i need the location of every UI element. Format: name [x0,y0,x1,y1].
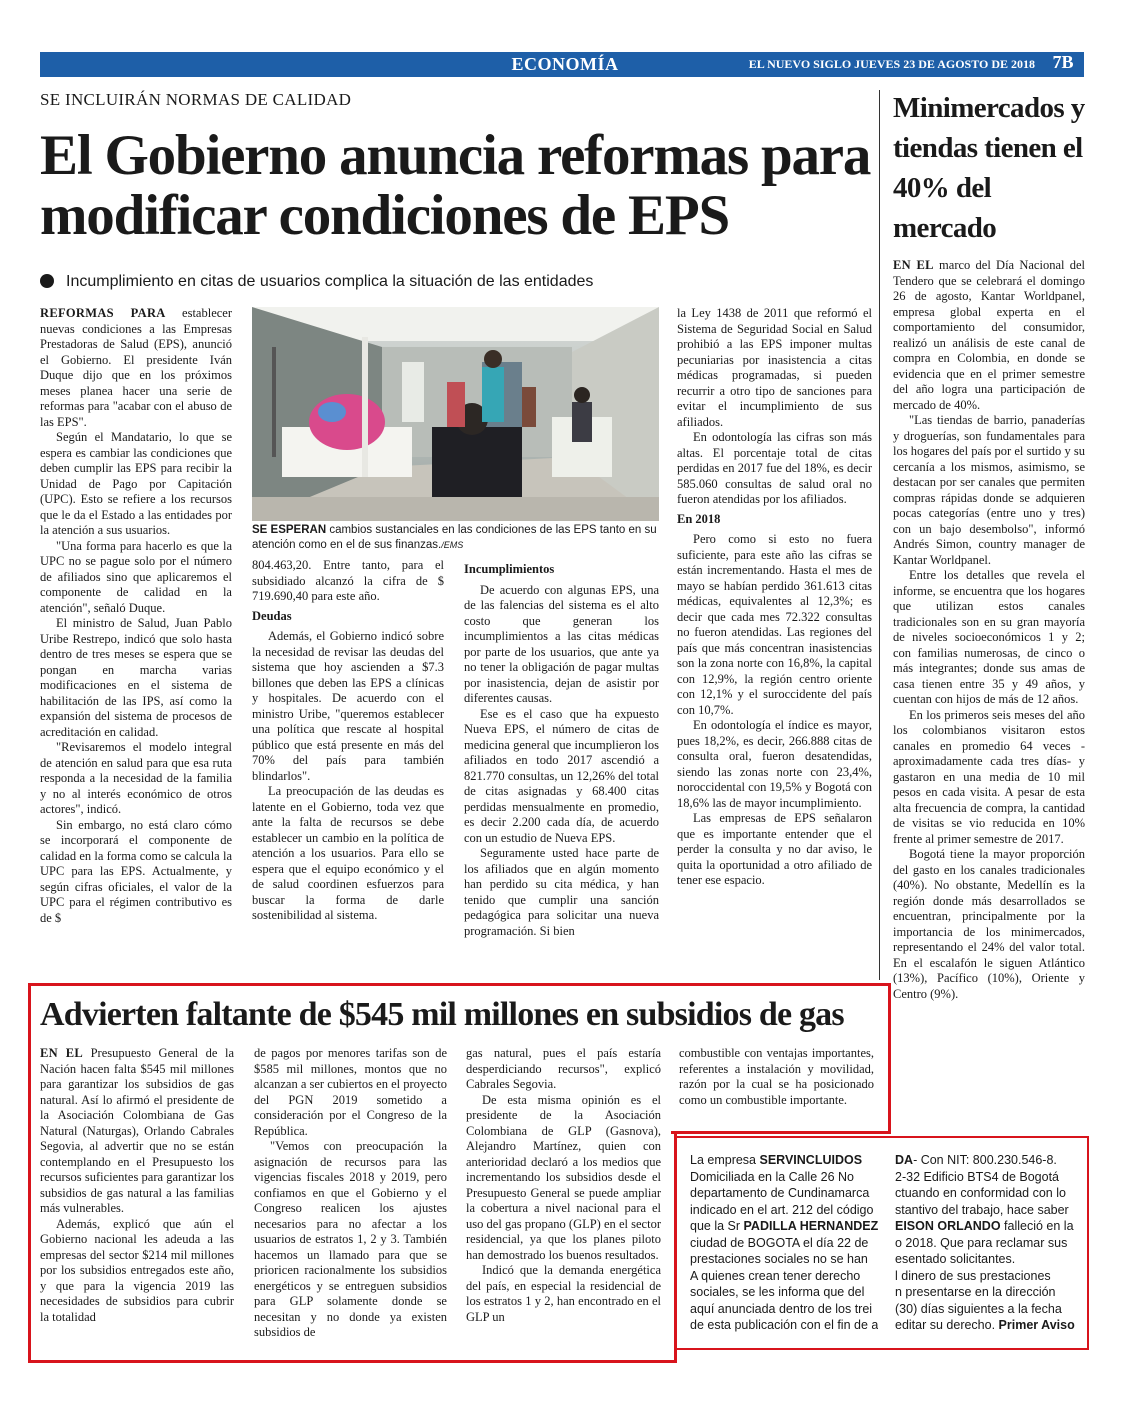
hospital-photo [252,307,659,521]
paragraph: Seguramente usted hace parte de los afiliados que en algún momento han perdido su cita médica, y han tenido que cumplir una sanción pedagógica para solicitar una nueva programación. Si bien [464,846,659,938]
section-subheading: Incumplimientos [464,562,555,576]
hospital-ward-image [252,307,659,521]
article-column-4 [677,306,872,972]
notice-line: prestaciones sociales no se han [690,1252,868,1266]
paragraph: "Revisaremos el modelo integral de atención en salud para que esa ruta responda a la necesidad de la familia y no al interés económico de otros actores", indicó. [40,740,232,816]
paragraph: Ese es el caso que ha expuesto Nueva EPS, el número de citas de medicina general que incumplieron los afiliados en todo 2017 ascendió a 821.770 consultas, un 12,26% del total de citas asignadas y 68.400 citas perdidas mensualmente en promedio, es decir 2.200 cada día, de acuerdo con un estudio de Nueva EPS. [464,706,659,845]
lead-in: REFORMAS PARA [40,306,166,320]
notice-line: sociales, se les informa que del [690,1285,865,1299]
photo-caption [252,523,659,553]
paragraph: En odontología las cifras son más altas. El porcentaje total de citas perdidas en 2017 fue del 18%, es decir 585.060 consultas de salud oral no fueron atendidas por los afiliados. [677,430,872,506]
paragraph: la Ley 1438 de 2011 que reformó el Sistema de Seguridad Social en Salud prohibió a las EPS imponer multas pecuniarias por inasistencia a citas médicas programadas, si pueden recurrir a otro tipo de sanciones para evitar el incumplimiento de sus afiliados. [677,306,872,429]
paragraph: EN EL marco del Día Nacional del Tendero que se celebrará el domingo 26 de agosto, Kantar Worldpanel, empresa global experta en el comportamiento del consumidor, realizó un análisis de este canal de compra en Colombia, en donde se evidencia que en el primer semestre del año logra una participación de mercado de 40%. [893,258,1085,412]
notice-line: de esta publicación con el fin de a [690,1318,878,1332]
notice-line: que la Sr PADILLA HERNANDEZ [690,1219,878,1233]
subheadline-text: Incumplimiento en citas de usuarios complica la situación de las entidades [66,273,594,290]
notice-line: esentado solicitantes. [895,1252,1016,1266]
paragraph: Sin embargo, no está claro cómo se incorporará el componente de calidad en la forma como se calcula la UPC para las EPS. Actualmente, y según cifras oficiales, el valor de la UPC para el régimen contributivo es de $ [40,817,232,925]
notice-line: indicado en el art. 212 del código [690,1202,874,1217]
article-column-3 [464,558,659,972]
paragraph: Según el Mandatario, lo que se espera es cambiar las condiciones que deben cumplir las EPS para recibir la Unidad de Pago por Capitación (UPC). Esto se refiere a los recursos que le da el Estado a las entidades por la atención a sus usuarios. [40,430,232,537]
paragraph: Bogotá tiene la mayor proporción del gasto en los canales tradicionales (40%). No obstante, Medellín es la región donde más desarrollados se encuentran, principalmente por la importancia de los minimercados, representando el 24% del valor total. En el escalafón le siguen Atlántico (13%), Pacífico (10%), Oriente y Centro (9%). [893,847,1085,1001]
column-divider [879,90,880,980]
notice-line: Domiciliada en la Calle 26 No [690,1169,854,1184]
paragraph: De acuerdo con algunas EPS, una de las falencias del sistema es el alto costo que generan los incumplimientos a las citas médicas por parte de los usuarios, que ante ya no tener la obligación de pagar multas por inasistencia, dejan de asistir por diferentes causas. [464,582,659,705]
gas-article-column-2 [254,1046,447,1358]
legal-notice-left-column [690,1152,878,1342]
gas-story-headline: Advierten faltante de $545 mil millones en subsidios de gas [40,996,844,1033]
caption-lead: SE ESPERAN [252,524,327,536]
notice-line: l dinero de sus prestaciones [895,1268,1051,1283]
paragraph: EN EL Presupuesto General de la Nación hacen falta $545 mil millones para garantizar los subsidios de gas natural. Así lo afirmó el presidente de la Asociación Colombiana de Gas Natural (Naturgas), Orlando Cabrales Segovia, al advertir que no se están contemplando en el Presupuesto los recursos suficientes para garantizar los subsidios de gas natural a las familias más vulnerables. [40,1046,234,1215]
paragraph: Las empresas de EPS señalaron que es importante entender que el perder la consulta y no dar aviso, le quita la oportunidad a otro afiliado de tener ese espacio. [677,811,872,887]
page-number: 7B [1052,52,1074,72]
notice-line: o 2018. Que para reclamar sus [895,1235,1068,1250]
main-headline: El Gobierno anuncia reformas para modificar condiciones de EPS [40,124,871,247]
highlight-box-step [671,1131,888,1134]
notice-line: DA- Con NIT: 800.230.546-8. [895,1153,1057,1167]
lead-in: EN EL [40,1046,84,1060]
notice-line: ciudad de BOGOTA el día 22 de [690,1235,869,1250]
paragraph: "Una forma para hacerlo es que la UPC no se pague solo por el número de afiliados sino que aplicaremos el componente de calidad en la atención", señaló Duque. [40,538,232,615]
paragraph: REFORMAS PARA establecer nuevas condiciones a las Empresas Prestadoras de Salud (EPS), anunció el Gobierno. El presidente Iván Duque dijo que en los próximos meses planea hacer una serie de reformas para "acabar con el abuso de las EPS". [40,306,232,429]
paragraph: El ministro de Salud, Juan Pablo Uribe Restrepo, indicó que solo hasta dentro de tres meses se espera que se pongan en marcha varias modificaciones en el sistema de habilitación de las IPS, así como la expansión del sistema de procesos de acreditación en calidad. [40,616,232,739]
newspaper-date-line: EL NUEVO SIGLO JUEVES 23 DE AGOSTO DE 2018 [748,57,1035,71]
paragraph: gas natural, pues el país estaría desperdiciando recursos", explicó Cabrales Segovia. [466,1046,661,1091]
notice-line: La empresa SERVINCLUIDOS [690,1153,863,1167]
notice-line: (30) días siguientes a la fecha [895,1301,1062,1316]
paragraph: 804.463,20. Entre tanto, para el subsidiado alcanzó la cifra de $ 719.690,40 para este año. [252,558,444,603]
notice-line: A quienes crean tener derecho [690,1268,861,1283]
paragraph: Entre los detalles que revela el informe, se encuentra que los hogares que utilizan estos canales tradicionales son en su gran mayoría de niveles socioeconómicos 1 y 2; con familias numerosas, de cinco o más integrantes; donde sus amas de casa tienen entre 35 y 49 años, y cuentan con hijos de más de 12 años. [893,568,1085,706]
gas-article-column-3 [466,1046,661,1358]
section-subheading: Deudas [252,608,292,623]
article-column-2 [252,558,444,972]
notice-line: 2-32 Edificio BTS4 de Bogotá [895,1169,1059,1184]
notice-line: editar su derecho. Primer Aviso [895,1318,1075,1332]
section-subheading: En 2018 [677,511,721,526]
paragraph: Además, el Gobierno indicó sobre la necesidad de revisar las deudas del sistema que hoy ascienden a $7.3 billones que deben las EPS a clínicas y hospitales. De acuerdo con el ministro Uribe, "queremos establecer una política que rescate al hospital público que está presente en más del 70% del país para también blindarlos". [252,629,444,783]
gas-article-column-1 [40,1046,234,1358]
subheadline [40,272,870,292]
article-column-1 [40,306,232,974]
paragraph: En los primeros seis meses del año los colombianos visitaron estos canales en promedio 64 veces -aproximadamente cada tres días- y gastaron en una media de 10 mil pesos en cada visita. A pesar de esta alta frecuencia de compra, la cantidad de visitas se vio reducida en 10% frente al primer semestre de 2017. [893,707,1085,846]
paragraph: La preocupación de las deudas es latente en el Gobierno, toda vez que ante la falta de recursos se debe establecer un cambio en la política de atención a los usuarios. Para ello se espera que el equipo económico y el de salud coordinen esfuerzos para buscar la forma de darle sostenibilidad al sistema. [252,784,444,922]
paragraph: "Vemos con preocupación la asignación de recursos para las vigencias fiscales 2018 y 2019, pero confiamos en que el Gobierno y el Congreso realicen los ajustes necesarios para no afectar a los usuarios de estratos 1, 2 y 3. También hacemos un llamado para que se prioricen racionalmente los subsidios energéticos y se entreguen subsidios para GLP solamente donde se necesitan y no donde ya existen subsidios de [254,1139,447,1339]
caption-text: cambios sustanciales en las condiciones de las EPS tanto en su atención como en el de sus finanzas. [252,524,657,551]
paragraph: Pero como si esto no fuera suficiente, para este año las cifras se están incrementando. Hasta el mes de mayo se habían perdido 361.613 citas médicas, equivalentes al 12,3%; es decir que cada mes 72.322 consultas no fueron atendidas. Las regiones del país que más concentran inasistencias son la zona norte con 16,8%, la capital con 12,9%, la región centro oriente con 12,1% y el suroccidente del país con 10,7%. [677,532,872,717]
gas-article-column-4 [679,1046,874,1131]
notice-line: EISON ORLANDO falleció en la [895,1219,1074,1233]
paragraph: Además, explicó que aún el Gobierno nacional les adeuda a las empresas del sector $214 mil millones por los subsidios entregados este año, y que para la vigencia 2019 las necesidades de subsidios para cubrir la totalidad [40,1216,234,1324]
paragraph: Indicó que la demanda energética del país, en especial la residencial de los estratos 1 y 2, han encontrado en el GLP un [466,1263,661,1324]
paragraph: combustible con ventajas importantes, referentes a instalación y movilidad, razón por la cual se ha posicionado como un combustible importante. [679,1046,874,1107]
legal-notice-right-column [895,1152,1080,1342]
lead-in: EN EL [893,258,934,272]
notice-line: stantivo del trabajo, hace saber [895,1202,1069,1217]
bullet-icon [40,274,54,288]
paragraph: "Las tiendas de barrio, panaderías y droguerías, son fundamentales para los hogares del país por el surtido y su cercanía a los mismos, asimismo, se destacan por ser canales que permiten compras rápidas donde se adquieren pocas categorías (entre uno y tres) con un bajo desembolso", informó Andrés Simon, country manager de Kantar Worldpanel. [893,413,1085,567]
sidebar-article [893,258,1085,1132]
section-name: ECONOMÍA [511,54,619,74]
notice-line: aquí anunciada dentro de los trei [690,1301,873,1316]
paragraph: De esta misma opinión es el presidente de la Asociación Colombiana de GLP (Gasnova), Alejandro Martínez, quien con anterioridad declaró a los medios que incrementando los subsidios desde el Presupuesto General se puede ampliar la cobertura a nivel nacional para el uso del gas propano (GLP) en el sector residencial, ya que los planes piloto han demostrado los buenos resultados. [466,1092,661,1262]
notice-line: departamento de Cundinamarca [690,1186,870,1200]
kicker: SE INCLUIRÁN NORMAS DE CALIDAD [40,90,352,109]
paragraph: de pagos por menores tarifas son de $585 mil millones, montos que no alcanzan a ser cubiertos en el proyecto del PGN 2019 sometido a consideración por el Congreso de la República. [254,1046,447,1138]
notice-line: ctuando en conformidad con lo [895,1186,1066,1200]
paragraph: En odontología el índice es mayor, pues 18,2%, es decir, 266.888 citas de consulta oral, fueron desatendidas, siendo las zonas norte con 23,4%, noroccidental con 19,5% y Bogotá con 18,6% las de mayor incumplimiento. [677,718,872,810]
photo-credit: /EMS [441,540,464,550]
notice-line: n presentarse en la dirección [895,1285,1056,1299]
sidebar-headline: Minimercados y tiendas tienen el 40% del mercado [893,92,1085,244]
